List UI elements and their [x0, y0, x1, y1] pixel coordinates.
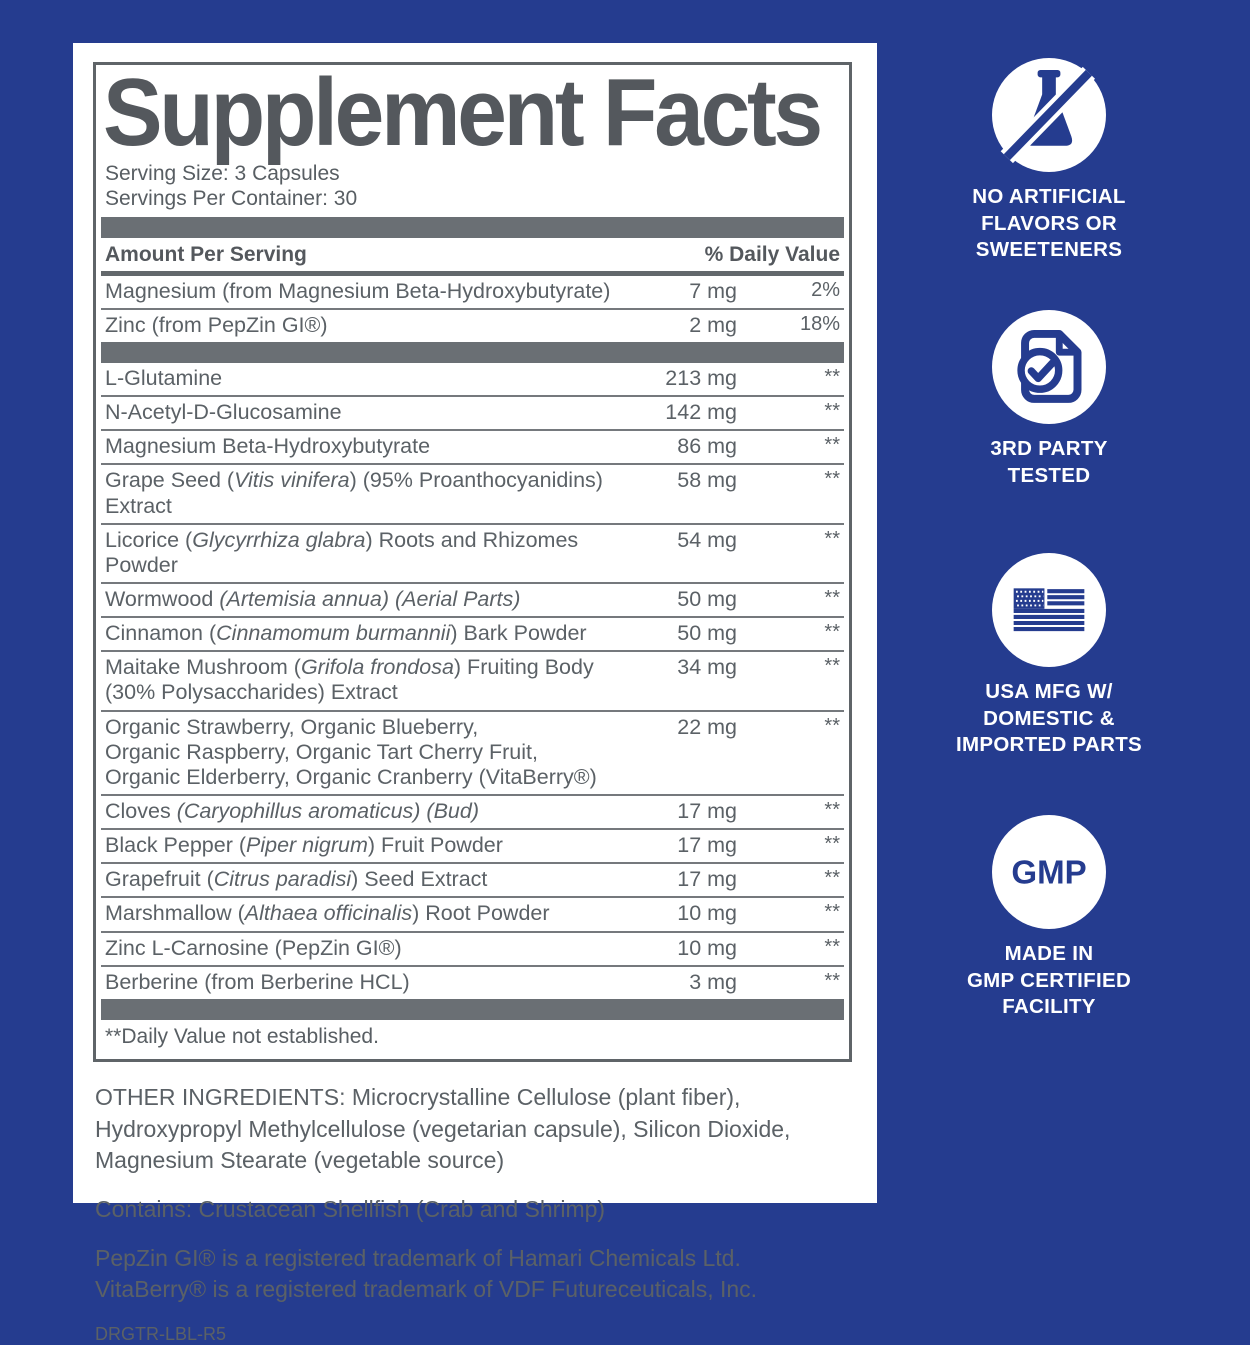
- amount-value: 54 mg: [677, 527, 737, 552]
- daily-value: 2%: [811, 278, 840, 301]
- amount-value: 34 mg: [677, 655, 737, 680]
- amount-value: 17 mg: [677, 867, 737, 892]
- badge-caption: USA MFG W/ DOMESTIC & IMPORTED PARTS: [955, 680, 1143, 757]
- amount-value: 17 mg: [677, 798, 737, 823]
- amount-value: 50 mg: [677, 586, 737, 611]
- supplement-row: [101, 308, 844, 342]
- badge-caption: 3RD PARTY TESTED: [990, 437, 1108, 487]
- label-code: DRGTR-LBL-R5: [95, 1323, 227, 1344]
- ingredient-name: Black Pepper (Piper nigrum) Fruit Powder: [105, 833, 503, 858]
- daily-value: **: [824, 935, 840, 958]
- trademark-line-1: PepZin GI® is a registered trademark of Hamari Chemicals Ltd.: [95, 1244, 741, 1271]
- supplement-facts-title: Supplement Facts: [103, 59, 820, 166]
- label-card: [73, 43, 877, 1344]
- supplement-row: [101, 363, 844, 395]
- ingredient-name: Wormwood (Artemisia annua) (Aerial Parts): [105, 586, 521, 611]
- daily-value: **: [824, 366, 840, 388]
- ingredient-name: N-Acetyl-D-Glucosamine: [105, 400, 342, 425]
- supplement-row: [101, 828, 844, 862]
- daily-value: **: [824, 468, 840, 491]
- document-check-icon: [992, 310, 1106, 424]
- badge-no-artificial: [930, 58, 1168, 264]
- divider-bar-bottom: [101, 999, 844, 1020]
- other-ingredients: OTHER INGREDIENTS: Microcrystalline Cellulose (plant fiber), Hydroxypropyl Methylcellulose (vegetarian capsule), Silicon Dioxide, Magnesium Stearate (vegetable source): [95, 1083, 791, 1174]
- supplement-row: [101, 523, 844, 582]
- daily-value: **: [824, 655, 840, 678]
- ingredient-name: Magnesium (from Magnesium Beta-Hydroxybutyrate): [105, 278, 611, 303]
- daily-value: **: [824, 434, 840, 457]
- ingredient-name: Grapefruit (Citrus paradisi) Seed Extract: [105, 867, 488, 892]
- supplement-row: [101, 710, 844, 794]
- supplement-row: [101, 862, 844, 896]
- daily-value: **: [824, 714, 840, 737]
- supplement-row: [101, 429, 844, 463]
- supplement-row: [101, 463, 844, 522]
- daily-value: **: [824, 901, 840, 924]
- amount-value: 2 mg: [689, 312, 737, 337]
- amount-value: 22 mg: [677, 714, 737, 739]
- badge-3rd-party-tested: [930, 310, 1168, 489]
- amount-value: 10 mg: [677, 901, 737, 926]
- usa-flag-icon: [992, 553, 1106, 667]
- supplement-row: [101, 395, 844, 429]
- supplement-row: [101, 931, 844, 965]
- amount-value: 17 mg: [677, 833, 737, 858]
- supplement-row: [101, 276, 844, 308]
- daily-value: 18%: [799, 312, 840, 335]
- gmp-icon: [992, 815, 1106, 929]
- ingredient-name: Zinc L-Carnosine (PepZin GI®): [105, 935, 402, 960]
- amount-value: 10 mg: [677, 935, 737, 960]
- supplement-row: [101, 582, 844, 616]
- amount-value: 3 mg: [689, 969, 737, 994]
- daily-value: **: [824, 586, 840, 609]
- amount-value: 142 mg: [665, 400, 737, 425]
- ingredient-name: Grape Seed (Vitis vinifera) (95% Proanthocyanidins) Extract: [105, 468, 603, 518]
- serving-size: Serving Size: 3 Capsules: [105, 162, 340, 186]
- daily-value: **: [824, 798, 840, 821]
- amount-value: 7 mg: [689, 278, 737, 303]
- servings-per-container: Servings Per Container: 30: [105, 186, 358, 210]
- amount-value: 86 mg: [677, 434, 737, 459]
- mineral-rows: [101, 276, 844, 342]
- badge-caption: NO ARTIFICIAL FLAVORS OR SWEETENERS: [972, 185, 1126, 262]
- daily-value: **: [824, 969, 840, 992]
- gmp-icon-text: GMP: [1011, 854, 1087, 892]
- ingredient-rows: [101, 363, 844, 999]
- ingredient-name: L-Glutamine: [105, 366, 223, 390]
- daily-value-header: % Daily Value: [704, 242, 840, 266]
- supplement-facts-panel: [93, 59, 852, 1062]
- supplement-row: [101, 794, 844, 828]
- daily-value: **: [824, 400, 840, 423]
- divider-bar-top: [101, 217, 844, 238]
- amount-value: 58 mg: [677, 468, 737, 493]
- ingredient-name: Maitake Mushroom (Grifola frondosa) Fruiting Body (30% Polysaccharides) Extract: [105, 655, 594, 705]
- ingredient-name: Marshmallow (Althaea officinalis) Root Powder: [105, 901, 550, 926]
- supplement-row: [101, 650, 844, 709]
- amount-per-serving-header: Amount Per Serving: [105, 242, 307, 266]
- daily-value: **: [824, 867, 840, 890]
- allergen-statement: Contains: Crustacean Shellfish (Crab and Shrimp): [95, 1196, 606, 1223]
- badge-usa-mfg: [930, 553, 1168, 759]
- supplement-row: [101, 896, 844, 930]
- daily-value: **: [824, 621, 840, 644]
- supplement-row: [101, 616, 844, 650]
- ingredient-name: Organic Strawberry, Organic Blueberry, Organic Raspberry, Organic Tart Cherry Fruit, Organic Elderberry, Organic Cranberry (VitaBerry®): [105, 714, 597, 789]
- table-header: [101, 238, 844, 276]
- ingredient-name: Berberine (from Berberine HCL): [105, 969, 410, 994]
- no-artificial-flask-icon: [992, 58, 1106, 172]
- badge-caption: MADE IN GMP CERTIFIED FACILITY: [966, 942, 1132, 1019]
- trademark-line-2: VitaBerry® is a registered trademark of VDF Futureceuticals, Inc.: [95, 1275, 758, 1302]
- ingredient-name: Cinnamon (Cinnamomum burmannii) Bark Powder: [105, 621, 587, 646]
- amount-value: 50 mg: [677, 621, 737, 646]
- amount-value: 213 mg: [665, 366, 737, 390]
- divider-bar-middle: [101, 342, 844, 363]
- daily-value-note: **Daily Value not established.: [105, 1024, 379, 1048]
- supplement-row: [101, 965, 844, 999]
- trademark-statement: [95, 1243, 847, 1305]
- daily-value: **: [824, 833, 840, 856]
- badge-gmp: [930, 815, 1168, 1021]
- ingredient-name: Licorice (Glycyrrhiza glabra) Roots and Rhizomes Powder: [105, 527, 579, 577]
- ingredient-name: Zinc (from PepZin GI®): [105, 312, 328, 337]
- ingredient-name: Magnesium Beta-Hydroxybutyrate: [105, 434, 431, 459]
- ingredient-name: Cloves (Caryophillus aromaticus) (Bud): [105, 798, 479, 823]
- daily-value: **: [824, 527, 840, 550]
